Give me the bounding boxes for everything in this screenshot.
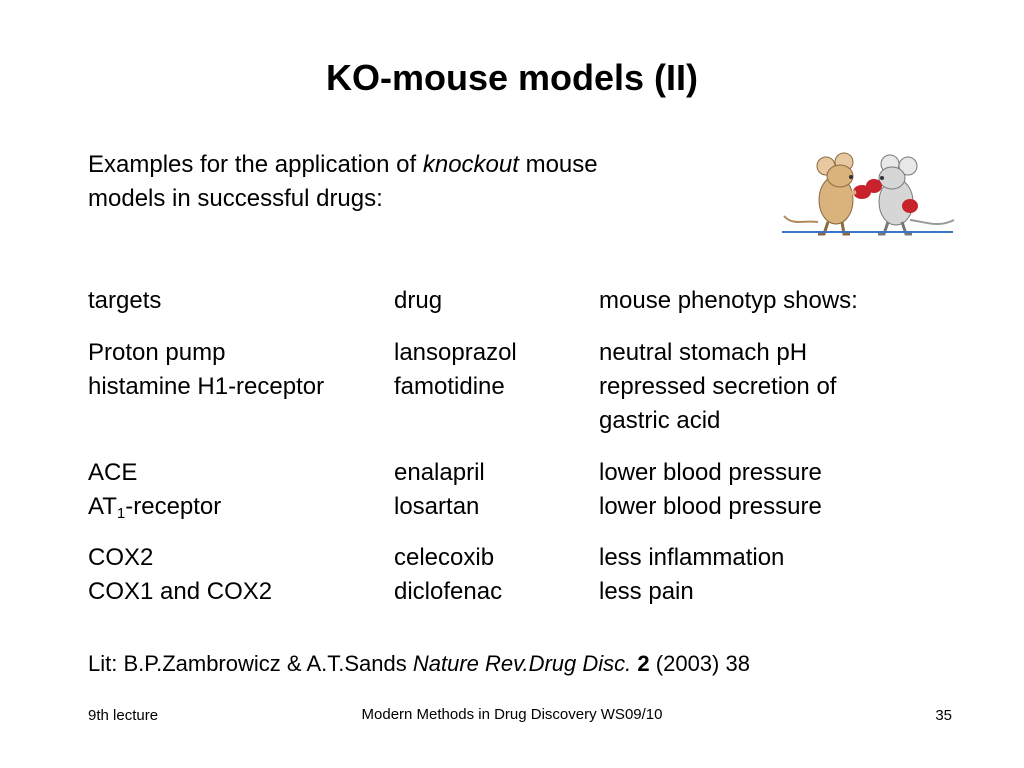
lit-journal: Nature Rev.Drug Disc. [412, 651, 632, 676]
intro-line-1 [88, 148, 728, 182]
phenotype-cell: lower blood pressure [599, 493, 822, 520]
phenotype-cell: less pain [599, 578, 694, 605]
footer-page-number: 35 [935, 707, 952, 724]
intro-line-1-end: mouse [518, 151, 598, 178]
target-cell: histamine H1-receptor [88, 373, 325, 400]
intro-text [88, 148, 728, 216]
table-row [88, 575, 988, 609]
intro-knockout-italic: knockout [422, 151, 519, 178]
table-header-row [88, 284, 988, 318]
intro-line-2: models in successful drugs: [88, 185, 383, 212]
target-cell: Proton pump [88, 339, 226, 366]
drug-cell: famotidine [394, 373, 505, 400]
target-cell: ACE [88, 459, 138, 486]
boxing-mice-icon [778, 150, 958, 238]
target-cell: COX2 [88, 544, 154, 571]
drug-cell: enalapril [394, 459, 485, 486]
target-cell [88, 490, 221, 524]
phenotype-cell: lower blood pressure [599, 459, 822, 486]
lit-authors: Lit: B.P.Zambrowicz & A.T.Sands [88, 651, 413, 676]
slide-title: KO-mouse models (II) [325, 57, 699, 98]
table-row [88, 456, 988, 490]
lit-year-page: (2003) 38 [649, 651, 750, 676]
target-main: AT [88, 493, 117, 520]
drug-cell: diclofenac [394, 578, 503, 605]
table-row [88, 336, 988, 370]
table-row [88, 541, 988, 575]
drug-cell: losartan [394, 493, 480, 520]
phenotype-cell: less inflammation [599, 544, 785, 571]
target-subscript: 1 [116, 505, 126, 522]
image-underline [782, 231, 953, 233]
literature-reference [88, 648, 750, 680]
header-targets: targets [88, 287, 162, 314]
header-drug: drug [394, 287, 443, 314]
footer-course-title: Modern Methods in Drug Discovery WS09/10 [361, 706, 663, 723]
lit-volume: 2 [637, 651, 650, 676]
phenotype-cell: repressed secretion of [599, 373, 837, 400]
table-row [88, 490, 988, 524]
target-suffix: -receptor [125, 493, 222, 520]
header-phenotype: mouse phenotyp shows: [599, 287, 858, 314]
table-row [88, 404, 988, 438]
drug-cell: celecoxib [394, 544, 495, 571]
table-row [88, 370, 988, 404]
target-cell: COX1 and COX2 [88, 578, 273, 605]
phenotype-cell: gastric acid [599, 407, 721, 434]
phenotype-cell: neutral stomach pH [599, 339, 808, 366]
intro-line-1-start: Examples for the application of [88, 151, 423, 178]
drug-cell: lansoprazol [394, 339, 517, 366]
footer-lecture: 9th lecture [88, 707, 159, 724]
